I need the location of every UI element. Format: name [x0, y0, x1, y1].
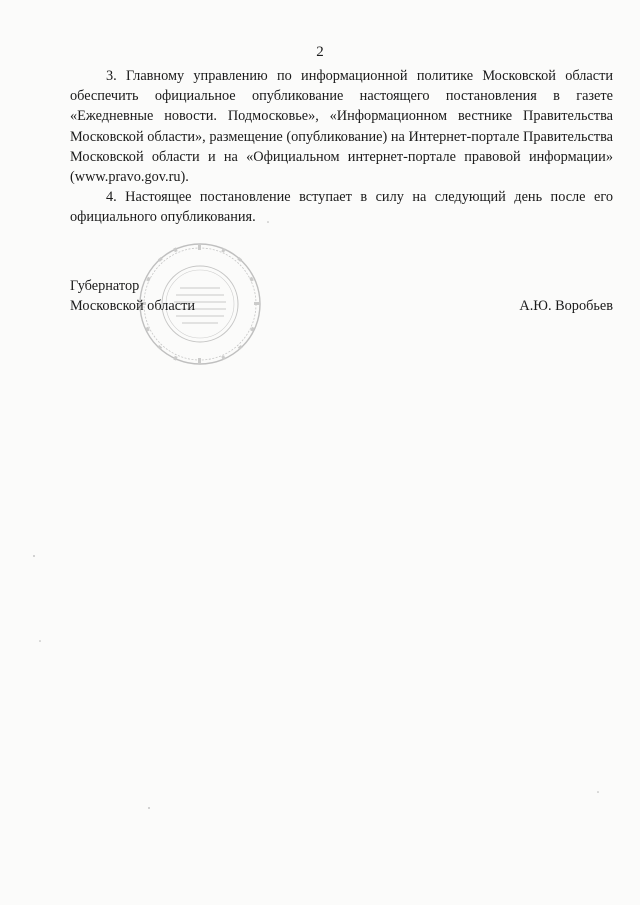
- paragraph-4: 4. Настоящее постановление вступает в силу на следующий день после его официального опубликования.: [70, 189, 613, 226]
- paragraph-3: 3. Главному управлению по информационной политике Московской области обеспечить официальное опубликование настоящего постановления в газете «Ежедневные новости. Подмосковье», «Информационном вестнике Правительства Московской области», размещение (опубликование) на Интернет-портале Правительства Московской области и на «Официальном интернет-портале правовой информации» (www.pravo.gov.ru).: [70, 68, 613, 186]
- signer-title-line-2: Московской области: [70, 298, 195, 314]
- signer-name: А.Ю. Воробьев: [519, 298, 613, 314]
- signer-title-line-1: Губернатор: [70, 278, 140, 294]
- document-body: [70, 66, 613, 228]
- signer-title: [70, 276, 195, 316]
- page-number: 2: [316, 44, 324, 60]
